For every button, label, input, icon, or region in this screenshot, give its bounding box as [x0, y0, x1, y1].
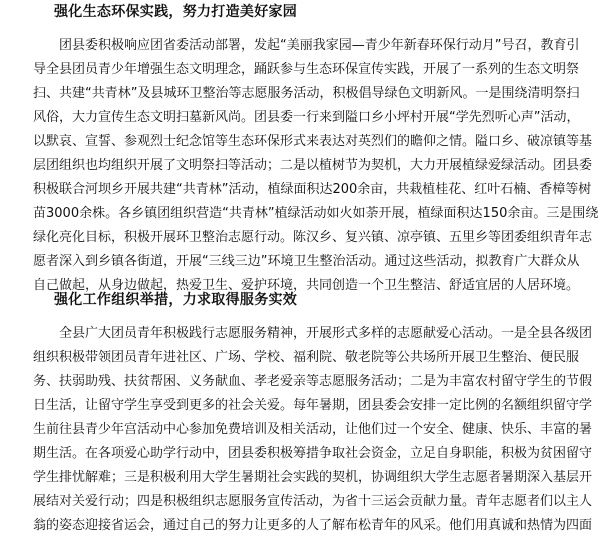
paragraph-line: 层团组织也均组织开展了文明祭扫等活动；二是以植树节为契机，大力开展植绿爱绿活动。团县委: [33, 158, 593, 173]
paragraph-line: 日生活，让留守学生享受到更多的社会关爱。每年暑期，团县委会安排一定比例的名额组织留守学: [33, 398, 593, 413]
paragraph-line: 组织积极带领团员青年进社区、广场、学校、福利院、敬老院等公共场所开展卫生整治、便民服: [33, 350, 580, 365]
section-heading-service: 强化工作组织举措，力求取得服务实效: [54, 292, 298, 308]
paragraph-line: 自己做起，从身边做起，热爱卫生、爱护环境，共同创造一个卫生整洁、舒适宜居的人居环境。: [33, 278, 580, 293]
paragraph-line: 导全县团员青少年增强生态文明理念，踊跃参与生态环保宣传实践，开展了一系列的生态文明祭: [33, 62, 580, 77]
paragraph-line: 期生活。在各项爱心助学行动中，团县委积极筹措争取社会资金，立足自身职能，积极为贫困留守: [33, 446, 593, 461]
paragraph-service: [33, 322, 593, 538]
paragraph-line: 愿者深入到乡镇各街道，开展“三线三边”环境卫生整治活动。通过这些活动，拟教育广大群众从: [33, 254, 580, 269]
paragraph-ecology: [33, 34, 599, 298]
paragraph-line: 翁的姿态迎接省运会，通过自己的努力让更多的人了解布松青年的风采。他们用真诚和热情为四面: [33, 518, 593, 533]
paragraph-line: 扫、共建“共青林”及县城环卫整治等志愿服务活动，积极倡导绿色文明新风。一是围绕清明祭扫: [33, 86, 580, 101]
paragraph-line: 苗3000余株。各乡镇团组织营造“共青林”植绿活动如火如荼开展，植绿面积达150余亩。三是围绕: [33, 206, 599, 221]
paragraph-line: 学生排忧解难；三是积极利用大学生暑期社会实践的契机，协调组织大学生志愿者暑期深入基层开: [33, 470, 593, 485]
section-heading-ecology: 强化生态环保实践，努力打造美好家园: [54, 4, 298, 20]
paragraph-line: 风俗，大力宣传生态文明扫墓新风尚。团县委一行来到隘口乡小坪村开展“学先烈听心声”活动，: [33, 110, 580, 125]
paragraph-line: 以默哀、宣誓、参观烈士纪念馆等生态环保形式来表达对英烈们的瞻仰之情。隘口乡、破凉镇等基: [33, 134, 593, 149]
paragraph-line: 生前往县青少年宫活动中心参加免费培训及相关活动，让他们过一个安全、健康、快乐、丰富的暑: [33, 422, 593, 437]
paragraph-line: 团县委积极响应团省委活动部署，发起“美丽我家园—青少年新春环保行动月”号召，教育引: [59, 38, 580, 53]
paragraph-line: 绿化亮化目标，积极开展环卫整治志愿行动。陈汉乡、复兴镇、凉亭镇、五里乡等团委组织青年志: [33, 230, 593, 245]
paragraph-line: 积极联合河坝乡开展共建“共青林”活动，植绿面积达200余亩，共栽植桂花、红叶石楠、香樟等树: [33, 182, 592, 197]
paragraph-line: 务、扶弱助残、扶贫帮困、义务献血、孝老爱亲等志愿服务活动；二是为丰富农村留守学生的节假: [33, 374, 593, 389]
paragraph-line: 展结对关爱行动；四是积极组织志愿服务宣传活动，为省十三运会贡献力量。青年志愿者们以主人: [33, 494, 593, 509]
paragraph-line: 全县广大团员青年积极践行志愿服务精神，开展形式多样的志愿献爱心活动。一是全县各级团: [59, 326, 593, 341]
